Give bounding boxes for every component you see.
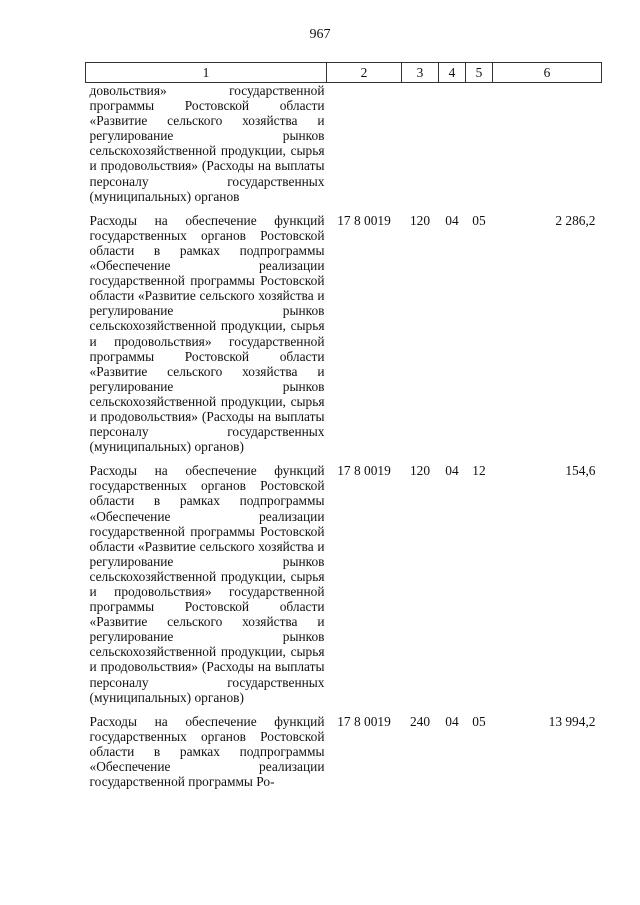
row-description: Расходы на обеспечение функций государственных органов Ростовской области в рамках подпрограммы «Обеспечение реализации государственной программы Ростовской области «Развитие сельского хозяйства и регулирование рынков сельскохозяйственной продукции, сырья и продовольствия» государственной программы Ростовской области «Развитие сельского хозяйства и регулирование рынков сельскохозяйственной продукции, сырья и продовольствия» (Расходы на выплаты персоналу государственных (муниципальных) органов) [89,212,325,455]
row-amount: 2 286,2 [555,212,596,228]
table-row [86,83,602,207]
row-section [439,83,466,207]
row-section: 04 [445,713,459,729]
row-amount: 154,6 [565,463,596,479]
row-amount: 13 994,2 [548,713,596,729]
row-expense-type [402,83,439,207]
table-row [86,708,602,792]
row-section: 04 [445,463,459,479]
column-header-1: 1 [86,63,327,83]
row-subsection: 12 [472,463,486,479]
row-subsection: 05 [472,713,486,729]
row-target-code: 17 8 0019 [337,463,391,479]
column-header-6: 6 [493,63,602,83]
budget-table [85,62,602,792]
table-row [86,457,602,708]
row-amount [493,83,602,207]
page-number: 967 [309,27,331,42]
row-section: 04 [445,212,459,228]
row-expense-type: 240 [409,713,431,729]
row-subsection: 05 [472,212,486,228]
column-header-5: 5 [466,63,493,83]
table-header-row [86,63,602,83]
row-subsection [466,83,493,207]
row-description: Расходы на обеспечение функций государственных органов Ростовской области в рамках подпрограммы «Обеспечение реализации государственной программы Ро- [89,713,325,790]
column-header-3: 3 [402,63,439,83]
row-target-code: 17 8 0019 [337,212,391,228]
row-target-code: 17 8 0019 [337,713,391,729]
row-expense-type: 120 [409,463,431,479]
row-description: довольствия» государственной программы Ростовской области «Развитие сельского хозяйства и регулирование рынков сельскохозяйственной продукции, сырья и продовольствия» (Расходы на выплаты персоналу государственных (муниципальных) органов [89,83,325,204]
row-expense-type: 120 [409,212,431,228]
column-header-2: 2 [327,63,402,83]
row-target-code [327,83,402,207]
row-description: Расходы на обеспечение функций государственных органов Ростовской области в рамках подпрограммы «Обеспечение реализации государственной программы Ростовской области «Развитие сельского хозяйства и регулирование рынков сельскохозяйственной продукции, сырья и продовольствия» государственной программы Ростовской области «Развитие сельского хозяйства и регулирование рынков сельскохозяйственной продукции, сырья и продовольствия» (Расходы на выплаты персоналу государственных (муниципальных) органов) [89,463,325,705]
table-row [86,207,602,458]
column-header-4: 4 [439,63,466,83]
